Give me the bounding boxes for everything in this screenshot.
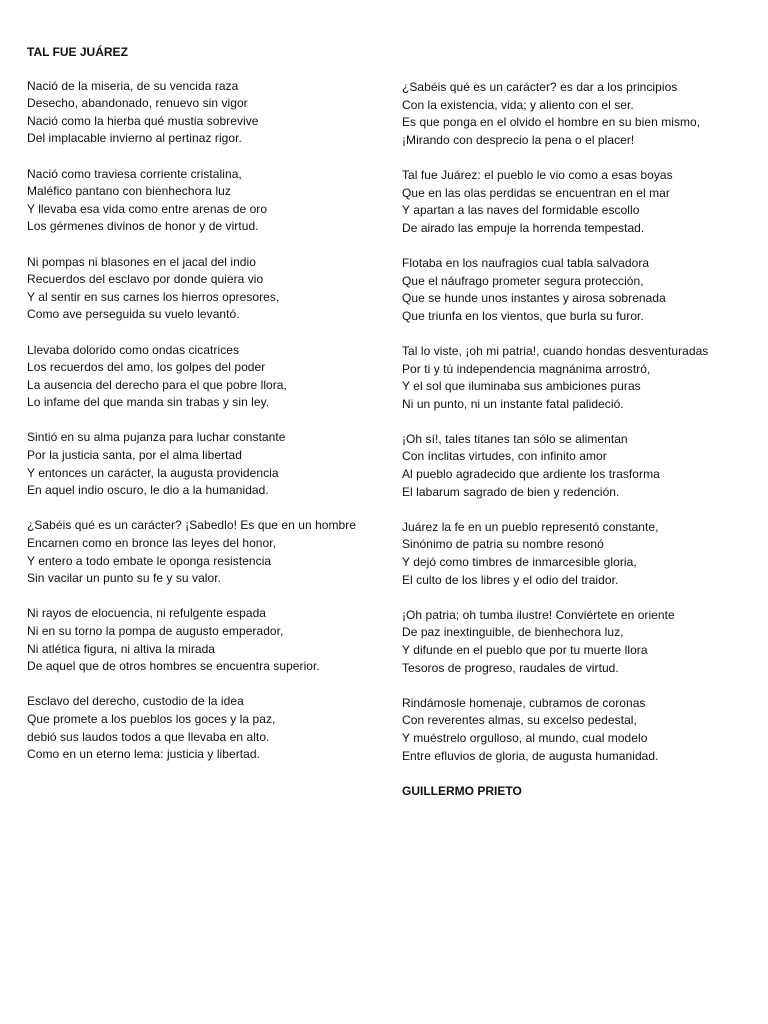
- verse-line: Sinónimo de patria su nombre resonó: [402, 537, 604, 552]
- verse-line: Que triunfa en los vientos, que burla su furor.: [402, 308, 644, 323]
- verse-line: Por la justicia santa, por el alma libertad: [27, 448, 242, 463]
- verse-line: Al pueblo agradecido que ardiente los trasforma: [402, 467, 660, 482]
- verse-line: Y entero a todo embate le oponga resistencia: [27, 553, 272, 568]
- verse-line: De aquel que de otros hombres se encuentra superior.: [27, 659, 320, 674]
- verse-line: Y apartan a las naves del formidable escollo: [402, 203, 640, 218]
- verse-line: Como ave perseguida su vuelo levantó.: [27, 307, 240, 322]
- stanza: [27, 254, 377, 324]
- stanza: [402, 431, 742, 501]
- verse-line: Los recuerdos del amo, los golpes del poder: [27, 360, 266, 375]
- right-column: [402, 79, 742, 816]
- verse-line: Y al sentir en sus carnes los hierros opresores,: [27, 289, 280, 304]
- stanza: [27, 517, 377, 587]
- verse-line: Y difunde en el pueblo que por tu muerte llora: [402, 643, 648, 657]
- verse-line: ¿Sabéis qué es un carácter? es dar a los principios: [402, 80, 678, 94]
- verse-line: Con ínclitas virtudes, con infinito amor: [402, 449, 607, 464]
- stanza: [402, 255, 742, 325]
- stanza: [27, 693, 377, 763]
- verse-line: Sin vacilar un punto su fe y su valor.: [27, 571, 222, 586]
- verse-line: debió sus laudos todos a que llevaba en alto.: [27, 729, 270, 744]
- verse-line: La ausencia del derecho para el que pobre llora,: [27, 377, 287, 392]
- verse-line: Rindámosle homenaje, cubramos de coronas: [402, 695, 646, 710]
- verse-line: Tesoros de progreso, raudales de virtud.: [402, 660, 619, 675]
- left-column: [27, 44, 377, 781]
- verse-line: Con la existencia, vida; y aliento con el ser.: [402, 97, 634, 112]
- verse-line: Que promete a los pueblos los goces y la paz,: [27, 711, 276, 726]
- verse-line: Y el sol que iluminaba sus ambiciones puras: [402, 379, 641, 394]
- stanza: [27, 166, 377, 236]
- verse-line: El culto de los libres y el odio del traidor.: [402, 572, 619, 587]
- stanza: [402, 607, 742, 677]
- verse-line: Nació como la hierba qué mustia sobrevive: [27, 113, 259, 128]
- verse-line: Recuerdos del esclavo por donde quiera vio: [27, 272, 264, 287]
- verse-line: Ni rayos de elocuencia, ni refulgente espada: [27, 606, 267, 621]
- verse-line: Por ti y tú independencia magnánima arrostró,: [402, 361, 651, 376]
- verse-line: Que se hunde unos instantes y airosa sobrenada: [402, 291, 666, 306]
- verse-line: Los gérmenes divinos de honor y de virtud.: [27, 219, 259, 234]
- verse-line: Como en un eterno lema: justicia y libertad.: [27, 747, 260, 762]
- stanza: [402, 79, 742, 149]
- verse-line: Ni pompas ni blasones en el jacal del indio: [27, 254, 256, 269]
- verse-line: En aquel indio oscuro, le dio a la humanidad.: [27, 483, 269, 498]
- verse-line: Nació como traviesa corriente cristalina,: [27, 166, 242, 181]
- verse-line: De paz inextinguible, de bienhechora luz,: [402, 625, 624, 640]
- stanza: [402, 695, 742, 765]
- verse-line: Con reverentes almas, su excelso pedestal,: [402, 713, 637, 728]
- verse-line: Ni un punto, ni un instante fatal palideció.: [402, 396, 624, 411]
- verse-line: Juárez la fe en un pueblo representó constante,: [402, 519, 659, 534]
- right-stanzas: [402, 79, 742, 765]
- verse-line: Del implacable invierno al pertinaz rigor.: [27, 131, 242, 146]
- verse-line: De airado las empuje la horrenda tempestad.: [402, 220, 645, 235]
- verse-line: Flotaba en los naufragios cual tabla salvadora: [402, 255, 650, 270]
- verse-line: Tal lo viste, ¡oh mi patria!, cuando hondas desventuradas: [402, 343, 709, 358]
- verse-line: ¡Mirando con desprecio la pena o el placer!: [402, 132, 635, 147]
- verse-line: El labarum sagrado de bien y redención.: [402, 484, 620, 499]
- stanza: [27, 605, 377, 675]
- stanza: [402, 519, 742, 589]
- verse-line: Tal fue Juárez: el pueblo le vio como a esas boyas: [402, 167, 673, 182]
- verse-line: Y llevaba esa vida como entre arenas de oro: [27, 201, 268, 216]
- verse-line: ¡Oh patria; oh tumba ilustre! Conviértete en oriente: [402, 607, 675, 622]
- verse-line: Llevaba dolorido como ondas cicatrices: [27, 342, 240, 357]
- stanza: [402, 343, 742, 413]
- verse-line: Ni atlética figura, ni altiva la mirada: [27, 641, 216, 656]
- verse-line: Que el náufrago prometer segura protección,: [402, 273, 644, 288]
- verse-line: Y entonces un carácter, la augusta providencia: [27, 465, 279, 480]
- stanza: [27, 429, 377, 499]
- stanza: [402, 167, 742, 237]
- verse-line: Nació de la miseria, de su vencida raza: [27, 78, 239, 93]
- verse-line: ¿Sabéis qué es un carácter? ¡Sabedlo! Es que en un hombre: [27, 518, 357, 533]
- stanza: [27, 78, 377, 148]
- verse-line: ¡Oh sí!, tales titanes tan sólo se alimentan: [402, 431, 628, 446]
- verse-line: Es que ponga en el olvido el hombre en su bien mismo,: [402, 115, 701, 130]
- verse-line: Entre efluvios de gloria, de augusta humanidad.: [402, 748, 659, 763]
- verse-line: Desecho, abandonado, renuevo sin vigor: [27, 96, 248, 111]
- stanza: [27, 342, 377, 412]
- verse-line: Que en las olas perdidas se encuentran en el mar: [402, 185, 670, 200]
- verse-line: Y muéstrelo orgulloso, al mundo, cual modelo: [402, 730, 648, 745]
- poem-author: GUILLERMO PRIETO: [402, 783, 522, 798]
- verse-line: Lo infame del que manda sin trabas y sin ley.: [27, 395, 270, 410]
- left-stanzas: [27, 78, 377, 764]
- verse-line: Sintió en su alma pujanza para luchar constante: [27, 430, 286, 445]
- poem-title: TAL FUE JUÁREZ: [27, 45, 128, 59]
- verse-line: Maléfico pantano con bienhechora luz: [27, 184, 231, 199]
- verse-line: Encarnen como en bronce las leyes del honor,: [27, 536, 277, 551]
- verse-line: Y dejó como timbres de inmarcesible gloria,: [402, 555, 637, 570]
- verse-line: Ni en su torno la pompa de augusto emperador,: [27, 624, 284, 638]
- verse-line: Esclavo del derecho, custodio de la idea: [27, 694, 244, 709]
